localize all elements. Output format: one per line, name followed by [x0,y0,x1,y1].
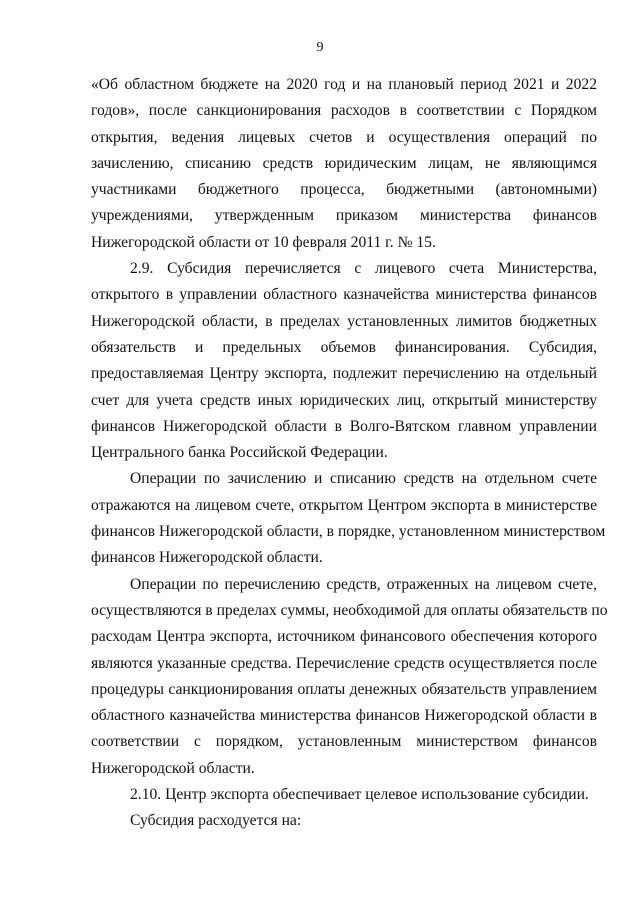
document-body [91,72,608,835]
text-line: финансов Нижегородской области. [91,549,323,567]
text-line: Нижегородской области от 10 февраля 2011 г. № 15. [91,233,436,251]
paragraph [91,808,597,834]
paragraph [91,256,597,466]
text-line: Субсидия расходуется на: [130,812,302,830]
text-line: учреждениями, утвержденным приказом министерства финансов [91,207,597,225]
text-line: областного казначейства министерства финансов Нижегородской области в [91,707,597,725]
text-line: отражаются на лицевом счете, открытом Центром экспорта в министерстве [91,496,597,514]
text-line: являются указанные средства. Перечисление средств осуществляется после [91,654,597,672]
text-line: Нижегородской области, в пределах установленных лимитов бюджетных [91,312,597,330]
text-line: Нижегородской области. [91,759,255,777]
text-line: финансов Нижегородской области в Волго-Вятском главном управлении [91,417,597,435]
text-line: «Об областном бюджете на 2020 год и на плановый период 2021 и 2022 [91,76,597,93]
text-line: счет для учета средств иных юридических лиц, открытый министерству [91,391,597,409]
text-line: процедуры санкционирования оплаты денежных обязательств управлением [91,680,597,698]
text-line: открытого в управлении областного казначейства министерства финансов [91,286,597,304]
text-line: осуществляются в пределах суммы, необходимой для оплаты обязательств по [91,601,608,619]
text-line: предоставляемая Центру экспорта, подлежит перечислению на отдельный [91,365,597,383]
text-line: Центрального банка Российской Федерации. [91,444,388,462]
paragraph [91,782,597,808]
text-line: участниками бюджетного процесса, бюджетными (автономными) [91,181,597,199]
text-line: зачислению, списанию средств юридическим лицам, не являющимся [91,154,597,172]
text-line: Операции по перечислению средств, отраженных на лицевом счете, [130,575,597,593]
text-line: годов», после санкционирования расходов в соответствии с Порядком [91,102,597,120]
paragraph [91,572,608,782]
text-line: Операции по зачислению и списанию средств на отдельном счете [130,470,597,488]
text-line: соответствии с порядком, установленным министерством финансов [91,733,597,751]
text-line: финансов Нижегородской области, в порядке, установленном министерством [91,523,606,541]
text-line: 2.9. Субсидия перечисляется с лицевого счета Министерства, [130,260,597,278]
paragraph [91,466,606,571]
text-line: расходам Центра экспорта, источником финансового обеспечения которого [91,628,597,646]
text-line: 2.10. Центр экспорта обеспечивает целевое использование субсидии. [130,786,589,804]
paragraph [91,72,597,256]
text-line: открытия, ведения лицевых счетов и осуществления операций по [91,128,597,146]
text-line: обязательств и предельных объемов финансирования. Субсидия, [91,338,597,356]
page-number: 9 [316,40,324,55]
